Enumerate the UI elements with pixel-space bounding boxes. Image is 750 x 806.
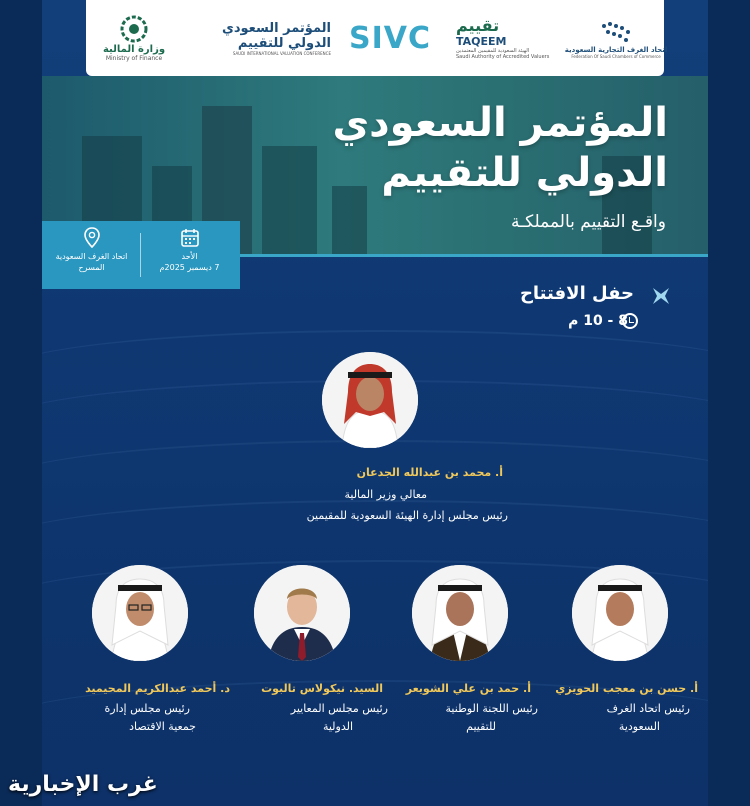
speaker-avatar bbox=[572, 565, 668, 661]
venue-info bbox=[44, 227, 139, 285]
chambers-name-ar: اتحاد الغرف التجارية السعودية bbox=[564, 45, 668, 54]
conference-title-line1: المؤتمر السعودي bbox=[332, 100, 668, 146]
speaker-avatar bbox=[254, 565, 350, 661]
sivc-name-ar-2: الدولي للتقييم bbox=[237, 35, 331, 51]
taqeem-name-ar: تقييم bbox=[456, 16, 500, 35]
person-photo bbox=[412, 565, 508, 661]
taqeem-name-en: TAQEEM bbox=[456, 35, 507, 48]
publisher-watermark: غرب الإخبارية bbox=[8, 772, 158, 797]
finance-name-ar: وزارة المالية bbox=[102, 44, 166, 55]
conference-poster bbox=[42, 0, 708, 806]
left-margin bbox=[0, 0, 42, 806]
event-date: 7 ديسمبر 2025م bbox=[159, 263, 220, 272]
chambers-name-en: Federation Of Saudi Chambers of Commerce bbox=[571, 53, 661, 59]
finance-emblem-icon bbox=[119, 14, 149, 44]
speaker-role-line1: رئيس اتحاد الغرف bbox=[606, 702, 690, 715]
conference-title-line2: الدولي للتقييم bbox=[381, 150, 668, 196]
session-title: حفل الافتتاح bbox=[519, 283, 634, 304]
speaker-name: السيد. نيكولاس تالبوت bbox=[261, 682, 383, 695]
speaker-name: أ. حمد بن علي الشويعر bbox=[405, 682, 531, 695]
date-info bbox=[142, 227, 237, 285]
speaker-avatar bbox=[92, 565, 188, 661]
sivc-arabic-logo bbox=[181, 8, 331, 68]
sivc-mark: SIVC bbox=[348, 20, 431, 56]
finance-name-en: Ministry of Finance bbox=[105, 55, 163, 62]
sivc-name-en: SAUDI INTERNATIONAL VALUATION CONFERENCE bbox=[232, 50, 331, 56]
venue-line2: المسرح bbox=[78, 263, 105, 272]
speaker-role-line2: جمعية الاقتصاد bbox=[129, 720, 196, 733]
calendar-icon bbox=[180, 227, 200, 249]
session-time: 8 - 10 م bbox=[568, 313, 628, 329]
conference-subtitle: واقـع التقييم بالمملكـة bbox=[511, 212, 666, 232]
keynote-avatar bbox=[322, 352, 418, 448]
speaker-avatar bbox=[412, 565, 508, 661]
speaker-role-line1: رئيس مجلس المعايير bbox=[290, 702, 388, 715]
speaker-role-line2: للتقييم bbox=[466, 720, 496, 733]
sivc-mark-logo bbox=[340, 8, 440, 68]
session-ribbon-icon bbox=[650, 285, 672, 307]
right-margin bbox=[708, 0, 750, 806]
taqeem-sub-ar: الهيئة السعودية للمقيمين المعتمدين bbox=[456, 48, 530, 54]
speaker-role-line1: رئيس مجلس إدارة bbox=[104, 702, 190, 715]
keynote-role-line1: معالي وزير المالية bbox=[344, 488, 427, 501]
sivc-name-ar-1: المؤتمر السعودي bbox=[221, 20, 331, 36]
person-photo bbox=[572, 565, 668, 661]
keynote-name: أ. محمد بن عبدالله الجدعان bbox=[356, 466, 503, 479]
speaker-role-line2: السعودية bbox=[618, 720, 660, 733]
person-photo bbox=[322, 352, 418, 448]
chambers-emblem-icon bbox=[598, 18, 634, 46]
skyline-building bbox=[262, 146, 317, 256]
ministry-of-finance-logo bbox=[94, 8, 174, 68]
person-photo bbox=[254, 565, 350, 661]
skyline-building bbox=[332, 186, 367, 256]
speaker-role-line2: الدولية bbox=[322, 720, 353, 733]
location-pin-icon bbox=[82, 227, 102, 249]
venue-line1: اتحاد الغرف السعودية bbox=[55, 252, 128, 261]
speaker-name: د. أحمد عبدالكريم المحيميد bbox=[85, 682, 230, 695]
taqeem-sub-en: Saudi Authority of Accredited Valuers bbox=[456, 54, 550, 60]
speaker-role-line1: رئيس اللجنة الوطنية bbox=[445, 702, 538, 715]
event-info-box bbox=[42, 221, 240, 289]
person-photo bbox=[92, 565, 188, 661]
info-divider bbox=[140, 233, 141, 277]
date-day: الأحد bbox=[181, 252, 198, 261]
partner-logo-bar bbox=[86, 0, 668, 76]
taqeem-logo bbox=[456, 8, 566, 68]
speaker-name: أ. حسن بن معجب الحويزي bbox=[555, 682, 698, 695]
chambers-federation-logo bbox=[564, 8, 668, 68]
keynote-role-line2: رئيس مجلس إدارة الهيئة السعودية للمقيمين bbox=[306, 509, 508, 522]
